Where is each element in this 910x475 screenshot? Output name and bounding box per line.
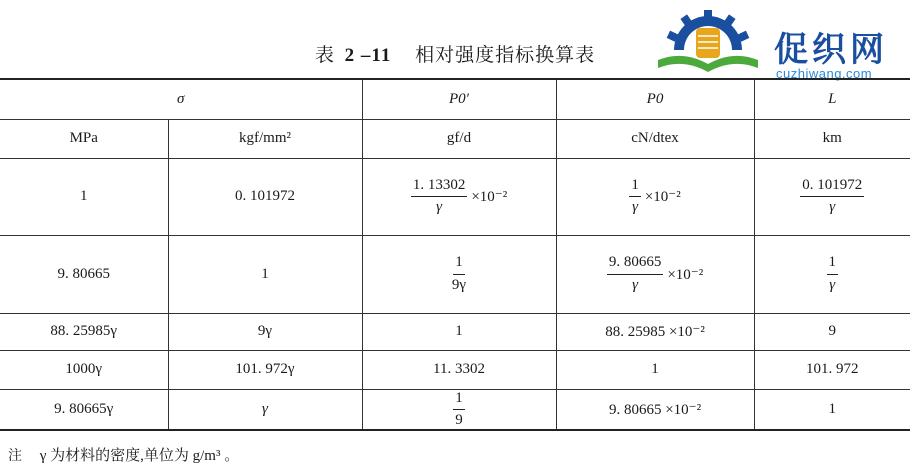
denominator: γ — [829, 276, 836, 293]
title-prefix: 表 — [314, 45, 335, 66]
denominator: γ — [436, 199, 443, 215]
logo-url[interactable]: cuzhiwang.com — [776, 66, 873, 81]
cell: γ — [168, 389, 362, 430]
cell-fraction — [556, 158, 754, 235]
cell: 1 — [362, 313, 556, 350]
unit-cn: cN/dtex — [556, 119, 754, 158]
table-number: 2 –11 — [344, 45, 392, 66]
multiplier: ×10⁻² — [471, 189, 508, 205]
unit-kgf: kgf/mm² — [168, 119, 362, 158]
conversion-table — [0, 78, 910, 431]
cell: 1000γ — [0, 350, 168, 389]
numerator: 1 — [827, 254, 839, 274]
header-p0prime — [362, 79, 556, 119]
denominator: γ — [829, 199, 836, 215]
table-row — [0, 350, 910, 389]
cell: 9 — [754, 313, 910, 350]
cell-fraction — [754, 158, 910, 235]
note-label: 注 — [8, 448, 22, 464]
numerator: 1. 13302 — [411, 177, 468, 197]
cell: 9γ — [168, 313, 362, 350]
cell: 1 — [0, 158, 168, 235]
gear-book-icon — [648, 10, 768, 80]
numerator: 9. 80665 — [607, 254, 664, 274]
table-row — [0, 389, 910, 430]
note-text: γ 为材料的密度,单位为 g/m³ 。 — [39, 448, 240, 464]
cell: 0. 101972 — [168, 158, 362, 235]
footnote — [8, 444, 239, 465]
logo-brand-text: 促织网 — [774, 30, 888, 70]
cell-fraction — [556, 235, 754, 313]
numerator: 1 — [453, 390, 465, 410]
cell: 101. 972 — [754, 350, 910, 389]
p0prime-label: P0′ — [449, 90, 469, 107]
cell: 9. 80665 — [0, 235, 168, 313]
cell-fraction — [362, 235, 556, 313]
cell-fraction — [754, 235, 910, 313]
cell: 1 — [168, 235, 362, 313]
header-row-units — [0, 119, 910, 158]
site-logo[interactable] — [648, 10, 910, 80]
denominator: 9 — [455, 411, 463, 428]
unit-km: km — [754, 119, 910, 158]
header-sigma: σ — [0, 79, 362, 119]
cell-fraction — [362, 389, 556, 430]
header-p0 — [556, 79, 754, 119]
cell: 1 — [556, 350, 754, 389]
table-row — [0, 313, 910, 350]
denominator: γ — [632, 199, 639, 215]
cell: 9. 80665 ×10⁻² — [556, 389, 754, 430]
header-row-symbols — [0, 79, 910, 119]
numerator: 0. 101972 — [800, 177, 864, 197]
cell: 88. 25985γ — [0, 313, 168, 350]
denominator: 9γ — [451, 276, 467, 293]
cell: 88. 25985 ×10⁻² — [556, 313, 754, 350]
multiplier: ×10⁻² — [644, 189, 681, 205]
numerator: 1 — [629, 177, 641, 197]
numerator: 1 — [453, 254, 465, 274]
cell: 1 — [754, 389, 910, 430]
unit-mpa: MPa — [0, 119, 168, 158]
denominator: γ — [632, 276, 639, 293]
table-row — [0, 158, 910, 235]
unit-gfd: gf/d — [362, 119, 556, 158]
title-text: 相对强度指标换算表 — [415, 45, 596, 66]
cell: 11. 3302 — [362, 350, 556, 389]
cell: 9. 80665γ — [0, 389, 168, 430]
table-row — [0, 235, 910, 313]
cell-fraction — [362, 158, 556, 235]
p0-label: P0 — [646, 90, 664, 107]
cell: 101. 972γ — [168, 350, 362, 389]
header-L: L — [754, 79, 910, 119]
multiplier: ×10⁻² — [667, 266, 704, 283]
